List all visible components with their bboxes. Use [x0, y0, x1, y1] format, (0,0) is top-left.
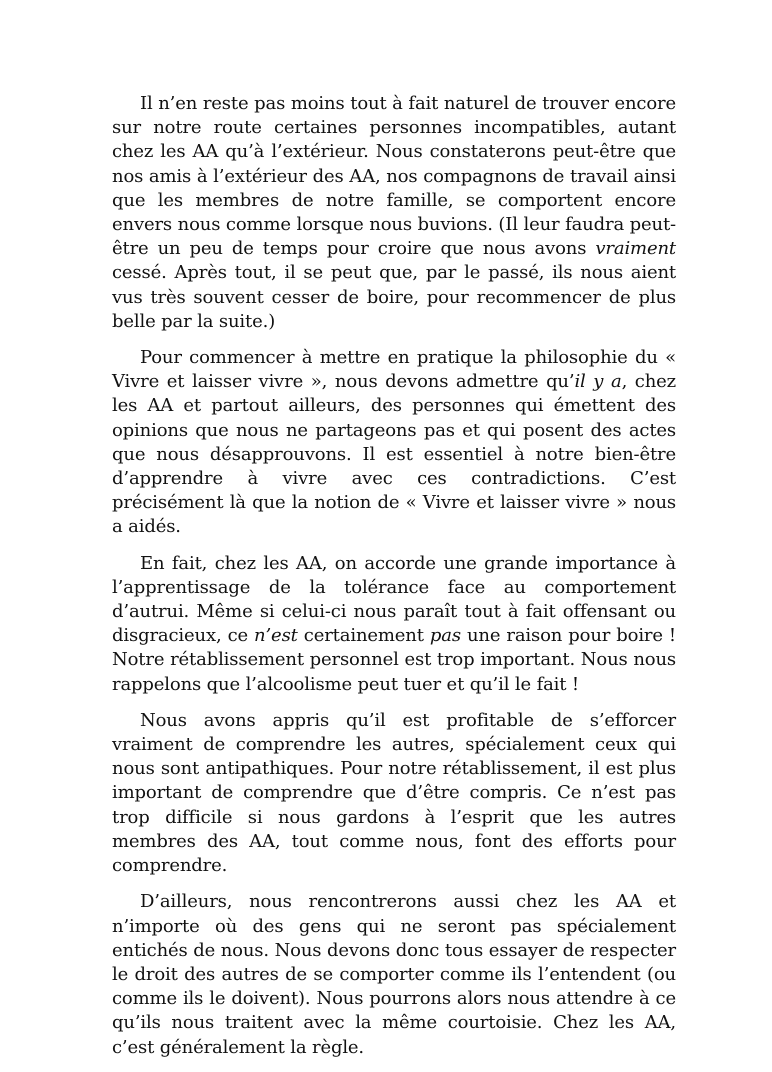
- paragraph-1: [112, 92, 676, 334]
- paragraph-2-text: Pour commencer à mettre en pratique la philosophie du « Vivre et laisser vivre », nous devons admettre qu’: [112, 347, 676, 393]
- paragraph-1-text: Il n’en reste pas moins tout à fait naturel de trouver encore sur notre route certaines personnes incompatibles, autant chez les AA qu’à l’extérieur. Nous constaterons peut-être que nos amis à l’extérieur des AA, nos compagnons de travail ainsi que les membres de notre famille, se comportent encore envers nous comme lorsque nous buvions. (Il leur faudra peut-être un peu de temps pour croire que nous avons: [112, 93, 676, 260]
- paragraph-4-text: Nous avons appris qu’il est profitable de s’efforcer vraiment de comprendre les autres, spécialement ceux qui nous sont antipathiques. Pour notre rétablissement, il est plus important de comprendre que d’être compris. Ce n’est pas trop difficile si nous gardons à l’esprit que les autres membres des AA, tout comme nous, font des efforts pour comprendre.: [112, 709, 676, 877]
- paragraph-5-text: D’ailleurs, nous rencontrerons aussi chez les AA et n’importe où des gens qui ne seront pas spécialement entichés de nous. Nous devons donc tous essayer de respecter le droit des autres de se comporter comme ils l’entendent (ou comme ils le doivent). Nous pourrons alors nous attendre à ce qu’ils nous traitent avec la même courtoisie. Chez les AA, c’est généralement la règle.: [112, 891, 676, 1058]
- emphasis-n-est: n’est: [254, 625, 298, 647]
- paragraph-1-text-end: cessé. Après tout, il se peut que, par le passé, ils nous aient vus très souvent cesser de boire, pour recommencer de plus belle par la suite.): [112, 262, 676, 332]
- emphasis-vraiment: vraiment: [595, 238, 676, 260]
- paragraph-3-text: En fait, chez les AA, on accorde une grande importance à l’apprentissage de la tolérance face au comportement d’autrui. Même si celui-ci nous paraît tout à fait offensant ou disgracieux, ce: [112, 552, 676, 647]
- emphasis-pas: pas: [429, 625, 461, 647]
- body-text: [112, 92, 676, 1072]
- paragraph-3-text-end: une raison pour boire ! Notre rétablissement personnel est trop important. Nous nous rappelons que l’alcoolisme peut tuer et qu’il le fait !: [112, 625, 677, 695]
- paragraph-2-text-end: , chez les AA et partout ailleurs, des personnes qui émettent des opinions que nous ne partageons pas et qui posent des actes que nous désapprouvons. Il est essentiel à notre bien-être d’apprendre à vivre avec ces contradictions. C’est précisément là que la notion de « Vivre et laisser vivre » nous a aidés.: [112, 371, 676, 538]
- emphasis-il-y-a: il y a: [574, 371, 622, 393]
- paragraph-5: [112, 890, 676, 1059]
- paragraph-3-text-mid: certainement: [297, 625, 430, 647]
- paragraph-3: [112, 552, 676, 697]
- paragraph-4: [112, 709, 676, 878]
- paragraph-2: [112, 346, 676, 540]
